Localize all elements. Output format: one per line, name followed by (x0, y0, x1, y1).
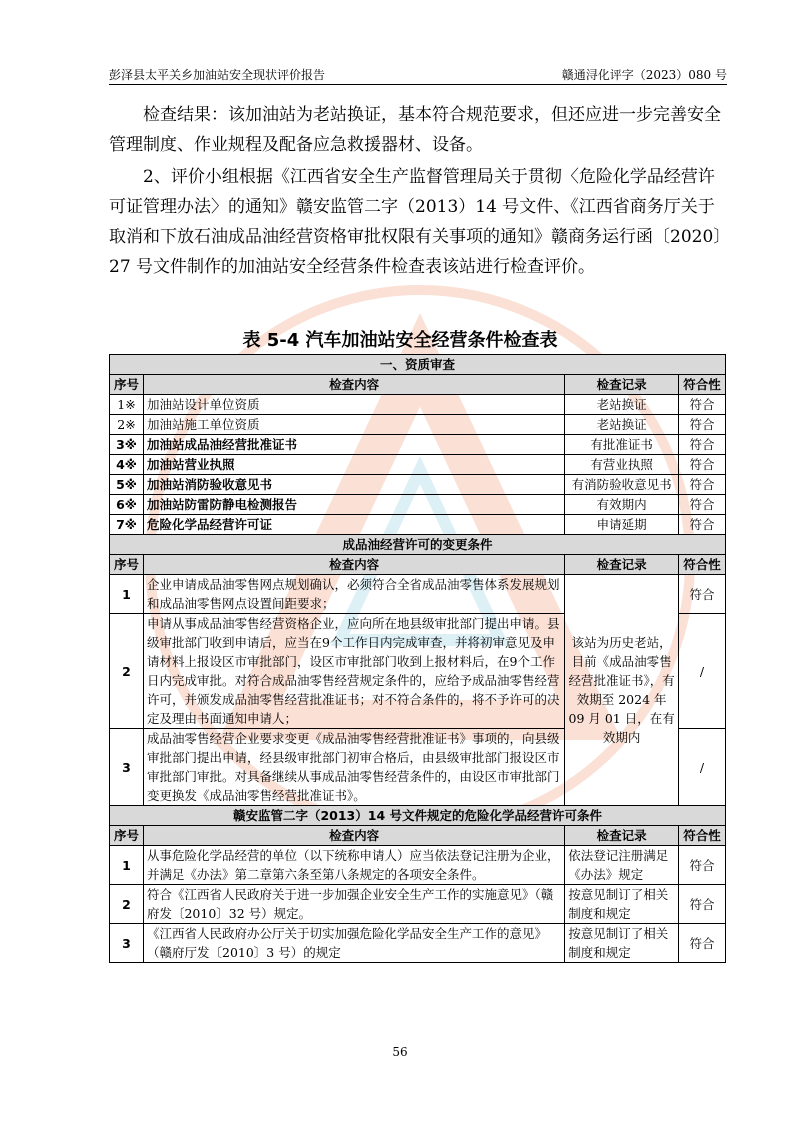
cell-result: 符合 (679, 575, 726, 614)
cell-content: 《江西省人民政府办公厅关于切实加强危险化学品安全生产工作的意见》（赣府厅发〔2010〕3 号）的规定 (143, 924, 564, 963)
cell-record: 该站为历史老站，目前《成品油零售经营批准证书》，有效期至 2024 年 09 月 01 日，在有效期内 (565, 575, 679, 806)
table-row (110, 455, 726, 475)
cell-record: 按意见制订了相关制度和规定 (565, 885, 679, 924)
header-no: 序号 (110, 826, 144, 846)
table-caption: 表 5-4 汽车加油站安全经营条件检查表 (242, 330, 558, 351)
table-row (110, 575, 726, 614)
cell-no: 6※ (110, 495, 144, 515)
cell-content: 危险化学品经营许可证 (143, 515, 564, 535)
header-record: 检查记录 (565, 555, 679, 575)
header-no: 序号 (110, 555, 144, 575)
table-row (110, 415, 726, 435)
cell-content: 加油站施工单位资质 (143, 415, 564, 435)
cell-record: 老站换证 (565, 395, 679, 415)
cell-no: 2 (110, 614, 144, 729)
cell-content: 加油站设计单位资质 (143, 395, 564, 415)
table-row (110, 515, 726, 535)
cell-result: 符合 (679, 846, 726, 885)
cell-no: 4※ (110, 455, 144, 475)
cell-result: 符合 (679, 495, 726, 515)
cell-result: 符合 (679, 924, 726, 963)
header-result: 符合性 (679, 375, 726, 395)
header-left: 彭泽县太平关乡加油站安全现状评价报告 (109, 68, 326, 82)
cell-content: 企业申请成品油零售网点规划确认，必须符合全省成品油零售体系发展规划和成品油零售网点设置间距要求； (143, 575, 564, 614)
cell-no: 5※ (110, 475, 144, 495)
page-header (109, 62, 727, 85)
cell-result: / (679, 614, 726, 729)
header-right: 赣通浔化评字（2023）080 号 (561, 68, 727, 82)
cell-result: 符合 (679, 515, 726, 535)
cell-record: 申请延期 (565, 515, 679, 535)
table-row (110, 435, 726, 455)
header-record: 检查记录 (565, 375, 679, 395)
header-content: 检查内容 (143, 826, 564, 846)
cell-result: / (679, 729, 726, 806)
cell-content: 申请从事成品油零售经营资格企业，应向所在地县级审批部门提出申请。县级审批部门收到申请后，应当在9个工作日内完成审查，并将初审意见及申请材料上报设区市审批部门，设区市审批部门收到上报材料后，在9个工作日内完成审批。对符合成品油零售经营规定条件的，应给予成品油零售经营许可，并颁发成品油零售经营批准证书；对不符合条件的，将不予许可的决定及理由书面通知申请人； (143, 614, 564, 729)
cell-content: 加油站防雷防静电检测报告 (143, 495, 564, 515)
cell-no: 1 (110, 846, 144, 885)
cell-result: 符合 (679, 455, 726, 475)
cell-result: 符合 (679, 475, 726, 495)
cell-no: 7※ (110, 515, 144, 535)
cell-no: 1※ (110, 395, 144, 415)
table-row (110, 395, 726, 415)
paragraph-1: 检查结果：该加油站为老站换证，基本符合规范要求，但还应进一步完善安全管理制度、作业规程及配备应急救援器材、设备。 (109, 105, 721, 155)
header-result: 符合性 (679, 555, 726, 575)
section-title: 成品油经营许可的变更条件 (110, 535, 726, 555)
cell-content: 符合《江西省人民政府关于进一步加强企业安全生产工作的实施意见》（赣府发〔2010〕32 号）规定。 (143, 885, 564, 924)
header-content: 检查内容 (143, 375, 564, 395)
cell-record: 有营业执照 (565, 455, 679, 475)
inspection-table (109, 354, 726, 963)
cell-result: 符合 (679, 415, 726, 435)
cell-result: 符合 (679, 435, 726, 455)
cell-content: 从事危险化学品经营的单位（以下统称申请人）应当依法登记注册为企业，并满足《办法》第二章第六条至第八条规定的各项安全条件。 (143, 846, 564, 885)
table-row (110, 475, 726, 495)
cell-content: 成品油零售经营企业要求变更《成品油零售经营批准证书》事项的，向县级审批部门提出申请，经县级审批部门初审合格后，由县级审批部门报设区市审批部门审批。对具备继续从事成品油零售经营条件的，由设区市审批部门变更换发《成品油零售经营批准证书》。 (143, 729, 564, 806)
cell-no: 2※ (110, 415, 144, 435)
table-row (110, 924, 726, 963)
cell-result: 符合 (679, 885, 726, 924)
header-result: 符合性 (679, 826, 726, 846)
cell-record: 有批准证书 (565, 435, 679, 455)
cell-no: 2 (110, 885, 144, 924)
table-row (110, 885, 726, 924)
cell-content: 加油站消防验收意见书 (143, 475, 564, 495)
cell-record: 依法登记注册满足《办法》规定 (565, 846, 679, 885)
cell-no: 3※ (110, 435, 144, 455)
section-title: 一、资质审查 (110, 355, 726, 375)
cell-content: 加油站成品油经营批准证书 (143, 435, 564, 455)
header-content: 检查内容 (143, 555, 564, 575)
table-row (110, 495, 726, 515)
page-number: 56 (392, 1045, 408, 1059)
table-row (110, 846, 726, 885)
paragraph-2: 2、评价小组根据《江西省安全生产监督管理局关于贯彻〈危险化学品经营许可证管理办法〉的通知》赣安监管二字（2013）14 号文件、《江西省商务厅关于取消和下放石油成品油经营资格审批权限有关事项的通知》赣商务运行函〔2020〕27 号文件制作的加油站安全经营条件检查表该站进行检查评价。 (109, 167, 722, 277)
cell-no: 1 (110, 575, 144, 614)
cell-record: 老站换证 (565, 415, 679, 435)
cell-record: 有效期内 (565, 495, 679, 515)
section-title: 赣安监管二字（2013）14 号文件规定的危险化学品经营许可条件 (110, 806, 726, 826)
cell-result: 符合 (679, 395, 726, 415)
cell-no: 3 (110, 729, 144, 806)
cell-record: 按意见制订了相关制度和规定 (565, 924, 679, 963)
cell-no: 3 (110, 924, 144, 963)
cell-record: 有消防验收意见书 (565, 475, 679, 495)
cell-content: 加油站营业执照 (143, 455, 564, 475)
header-record: 检查记录 (565, 826, 679, 846)
header-no: 序号 (110, 375, 144, 395)
